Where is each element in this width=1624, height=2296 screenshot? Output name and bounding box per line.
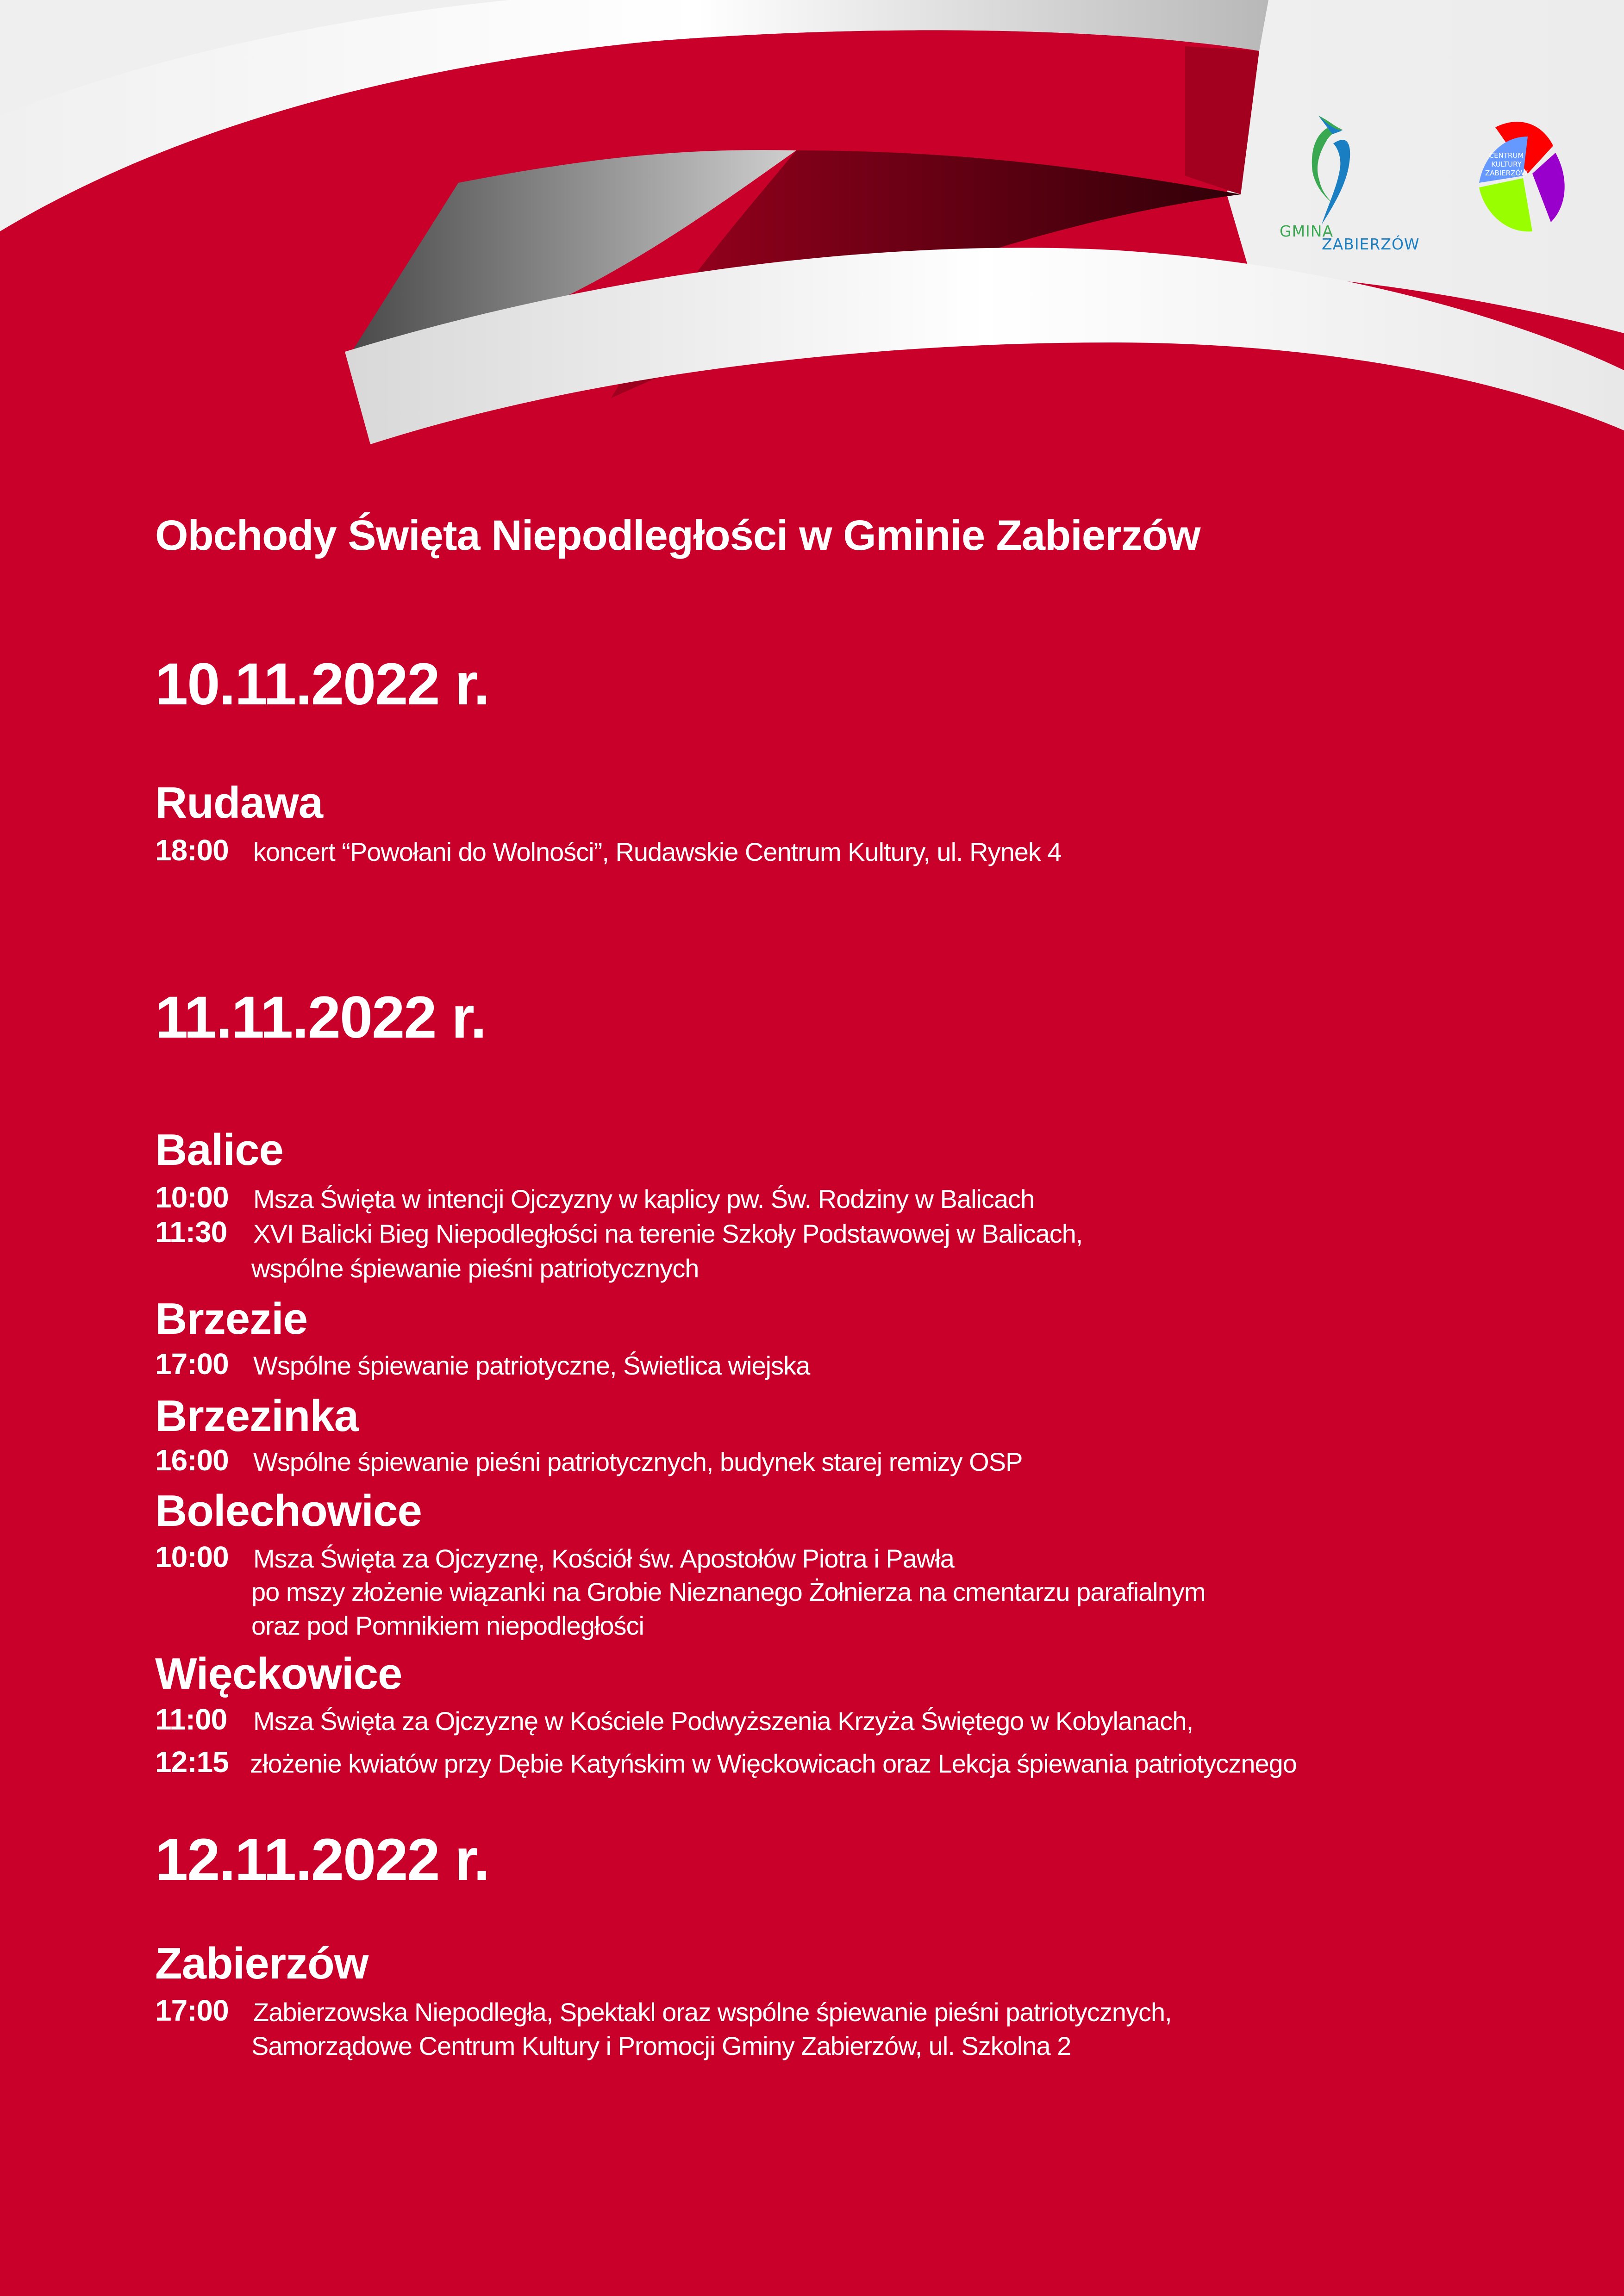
event-time: 11:30 [155, 1215, 227, 1249]
event-time: 11:00 [155, 1703, 227, 1736]
event-time: 12:15 [155, 1745, 229, 1779]
event-description: Msza Święta za Ojczyznę w Kościele Podwyższenia Krzyża Świętego w Kobylanach, [253, 1706, 1193, 1736]
event-description: Wspólne śpiewanie pieśni patriotycznych, budynek starej remizy OSP [253, 1447, 1023, 1476]
event-description-continued: Samorządowe Centrum Kultury i Promocji Gminy Zabierzów, ul. Szkolna 2 [251, 2031, 1071, 2060]
place-zabierzow: Zabierzów [155, 1939, 369, 1988]
place-balice: Balice [155, 1125, 283, 1175]
event-description: XVI Balicki Bieg Niepodległości na terenie Szkoły Podstawowej w Balicach, [253, 1219, 1083, 1248]
event-description-continued: po mszy złożenie wiązanki na Grobie Nieznanego Żołnierza na cmentarzu parafialnym [251, 1577, 1206, 1606]
event-description-continued: wspólne śpiewanie pieśni patriotycznych [251, 1254, 699, 1283]
event-time: 17:00 [155, 1994, 229, 2027]
gmina-logo-line2: ZABIERZÓW [1322, 235, 1420, 253]
event-time: 17:00 [155, 1347, 229, 1381]
ck-logo-text: CENTRUM KULTURY ZABIERZÓW [1485, 151, 1528, 177]
place-rudawa: Rudawa [155, 778, 323, 828]
event-description: koncert “Powołani do Wolności”, Rudawskie Centrum Kultury, ul. Rynek 4 [253, 837, 1062, 866]
place-brzezinka: Brzezinka [155, 1391, 359, 1441]
event-time: 18:00 [155, 834, 229, 867]
date-heading-1: 10.11.2022 r. [155, 651, 489, 717]
place-bolechowice: Bolechowice [155, 1486, 422, 1536]
event-description: Wspólne śpiewanie patriotyczne, Świetlica wiejska [253, 1351, 810, 1380]
page-title: Obchody Święta Niepodległości w Gminie Zabierzów [155, 512, 1200, 559]
event-description-continued: oraz pod Pomnikiem niepodległości [251, 1611, 644, 1640]
event-description: Msza Święta za Ojczyznę, Kościół św. Apostołów Piotra i Pawła [253, 1544, 954, 1573]
place-wieckowice: Więckowice [155, 1649, 402, 1699]
event-description: Msza Święta w intencji Ojczyzny w kaplicy pw. Św. Rodziny w Balicach [253, 1184, 1035, 1213]
date-heading-3: 12.11.2022 r. [155, 1827, 489, 1893]
event-time: 16:00 [155, 1444, 229, 1477]
event-time: 10:00 [155, 1181, 229, 1214]
place-brzezie: Brzezie [155, 1294, 308, 1344]
event-description: złożenie kwiatów przy Dębie Katyńskim w Więckowicach oraz Lekcja śpiewania patriotycznego [250, 1749, 1297, 1778]
gmina-logo-line1: GMINA [1280, 222, 1334, 240]
event-time: 10:00 [155, 1540, 229, 1574]
date-heading-2: 11.11.2022 r. [155, 984, 486, 1051]
event-description: Zabierzowska Niepodległa, Spektakl oraz wspólne śpiewanie pieśni patriotycznych, [253, 1997, 1172, 2027]
